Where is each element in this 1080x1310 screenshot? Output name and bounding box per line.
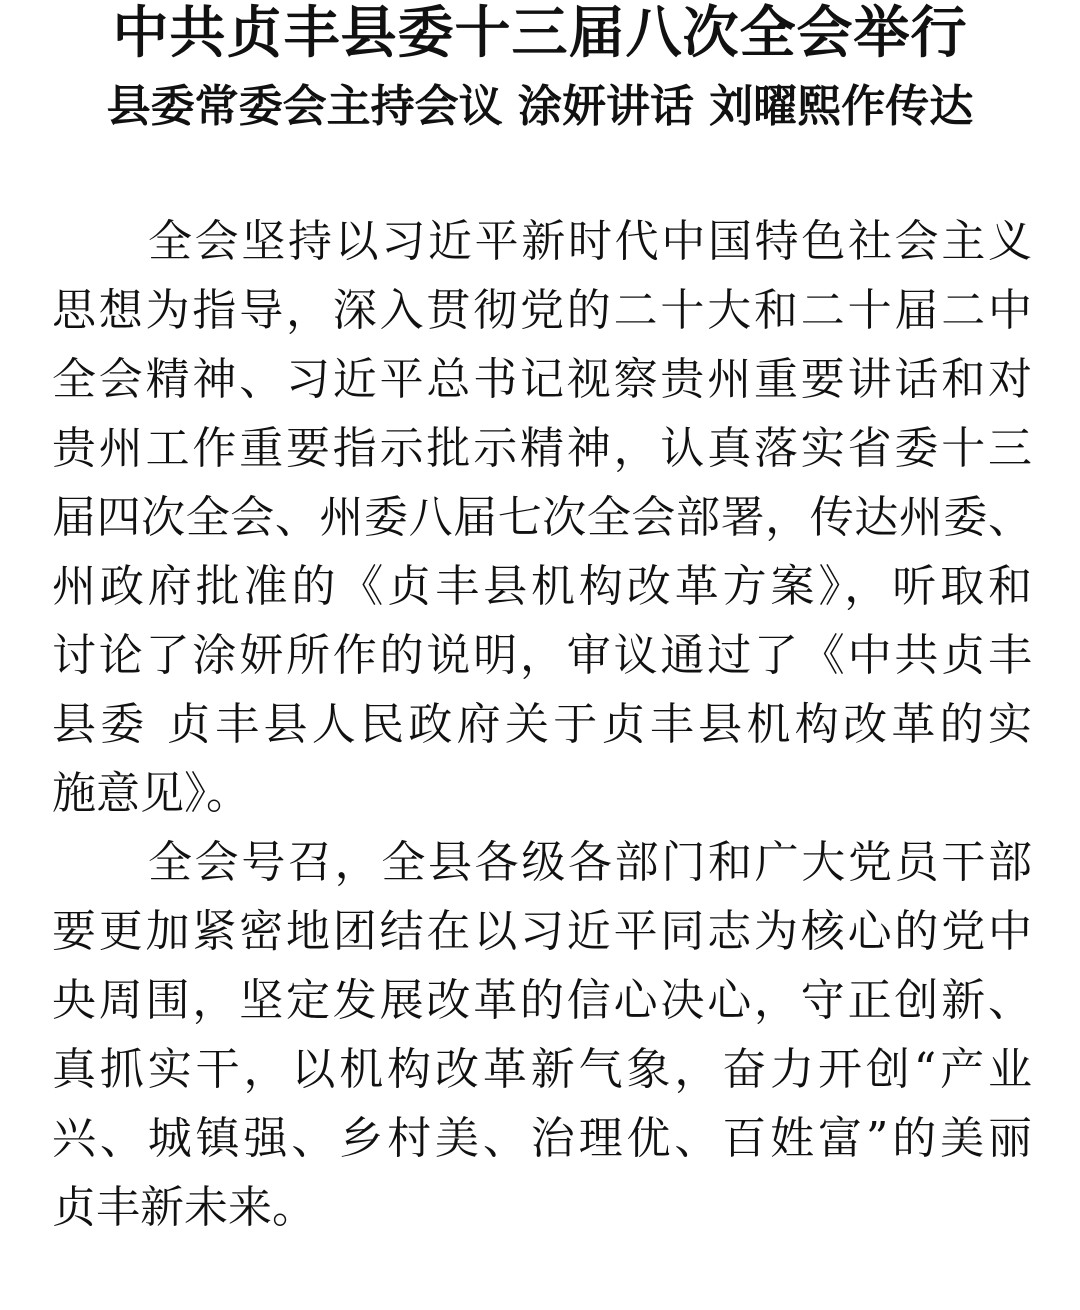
article-body xyxy=(52,207,1032,1242)
paragraph-line: 兴、城镇强、乡村美、治理优、百姓富”的美丽 xyxy=(52,1113,1032,1164)
paragraph-line: 届四次全会、州委八届七次全会部署，传达州委、 xyxy=(52,492,1032,543)
paragraph-line: 思想为指导，深入贯彻党的二十大和二十届二中 xyxy=(52,285,1032,336)
paragraph-line: 贞丰新未来。 xyxy=(52,1182,316,1233)
paragraph-line: 施意见》。 xyxy=(52,768,250,819)
paragraph-1 xyxy=(52,207,1032,828)
paragraph-line: 讨论了涂妍所作的说明，审议通过了《中共贞丰 xyxy=(52,630,1032,681)
paragraph-line: 全会号召，全县各级各部门和广大党员干部 xyxy=(148,837,1032,888)
paragraph-line: 要更加紧密地团结在以习近平同志为核心的党中 xyxy=(52,906,1032,957)
paragraph-line: 全会坚持以习近平新时代中国特色社会主义 xyxy=(148,216,1032,267)
paragraph-line: 贵州工作重要指示批示精神，认真落实省委十三 xyxy=(52,423,1032,474)
article-subtitle: 县委常委会主持会议 涂妍讲话 刘曜熙作传达 xyxy=(106,81,974,132)
paragraph-2 xyxy=(52,828,1032,1242)
paragraph-line: 真抓实干，以机构改革新气象，奋力开创“产业 xyxy=(52,1044,1032,1095)
paragraph-line: 州政府批准的《贞丰县机构改革方案》，听取和 xyxy=(52,561,1032,612)
article-title: 中共贞丰县委十三届八次全会举行 xyxy=(112,1,968,66)
paragraph-line: 央周围，坚定发展改革的信心决心，守正创新、 xyxy=(52,975,1032,1026)
paragraph-line: 县委 贞丰县人民政府关于贞丰县机构改革的实 xyxy=(52,699,1032,750)
paragraph-line: 全会精神、习近平总书记视察贵州重要讲话和对 xyxy=(52,354,1032,405)
